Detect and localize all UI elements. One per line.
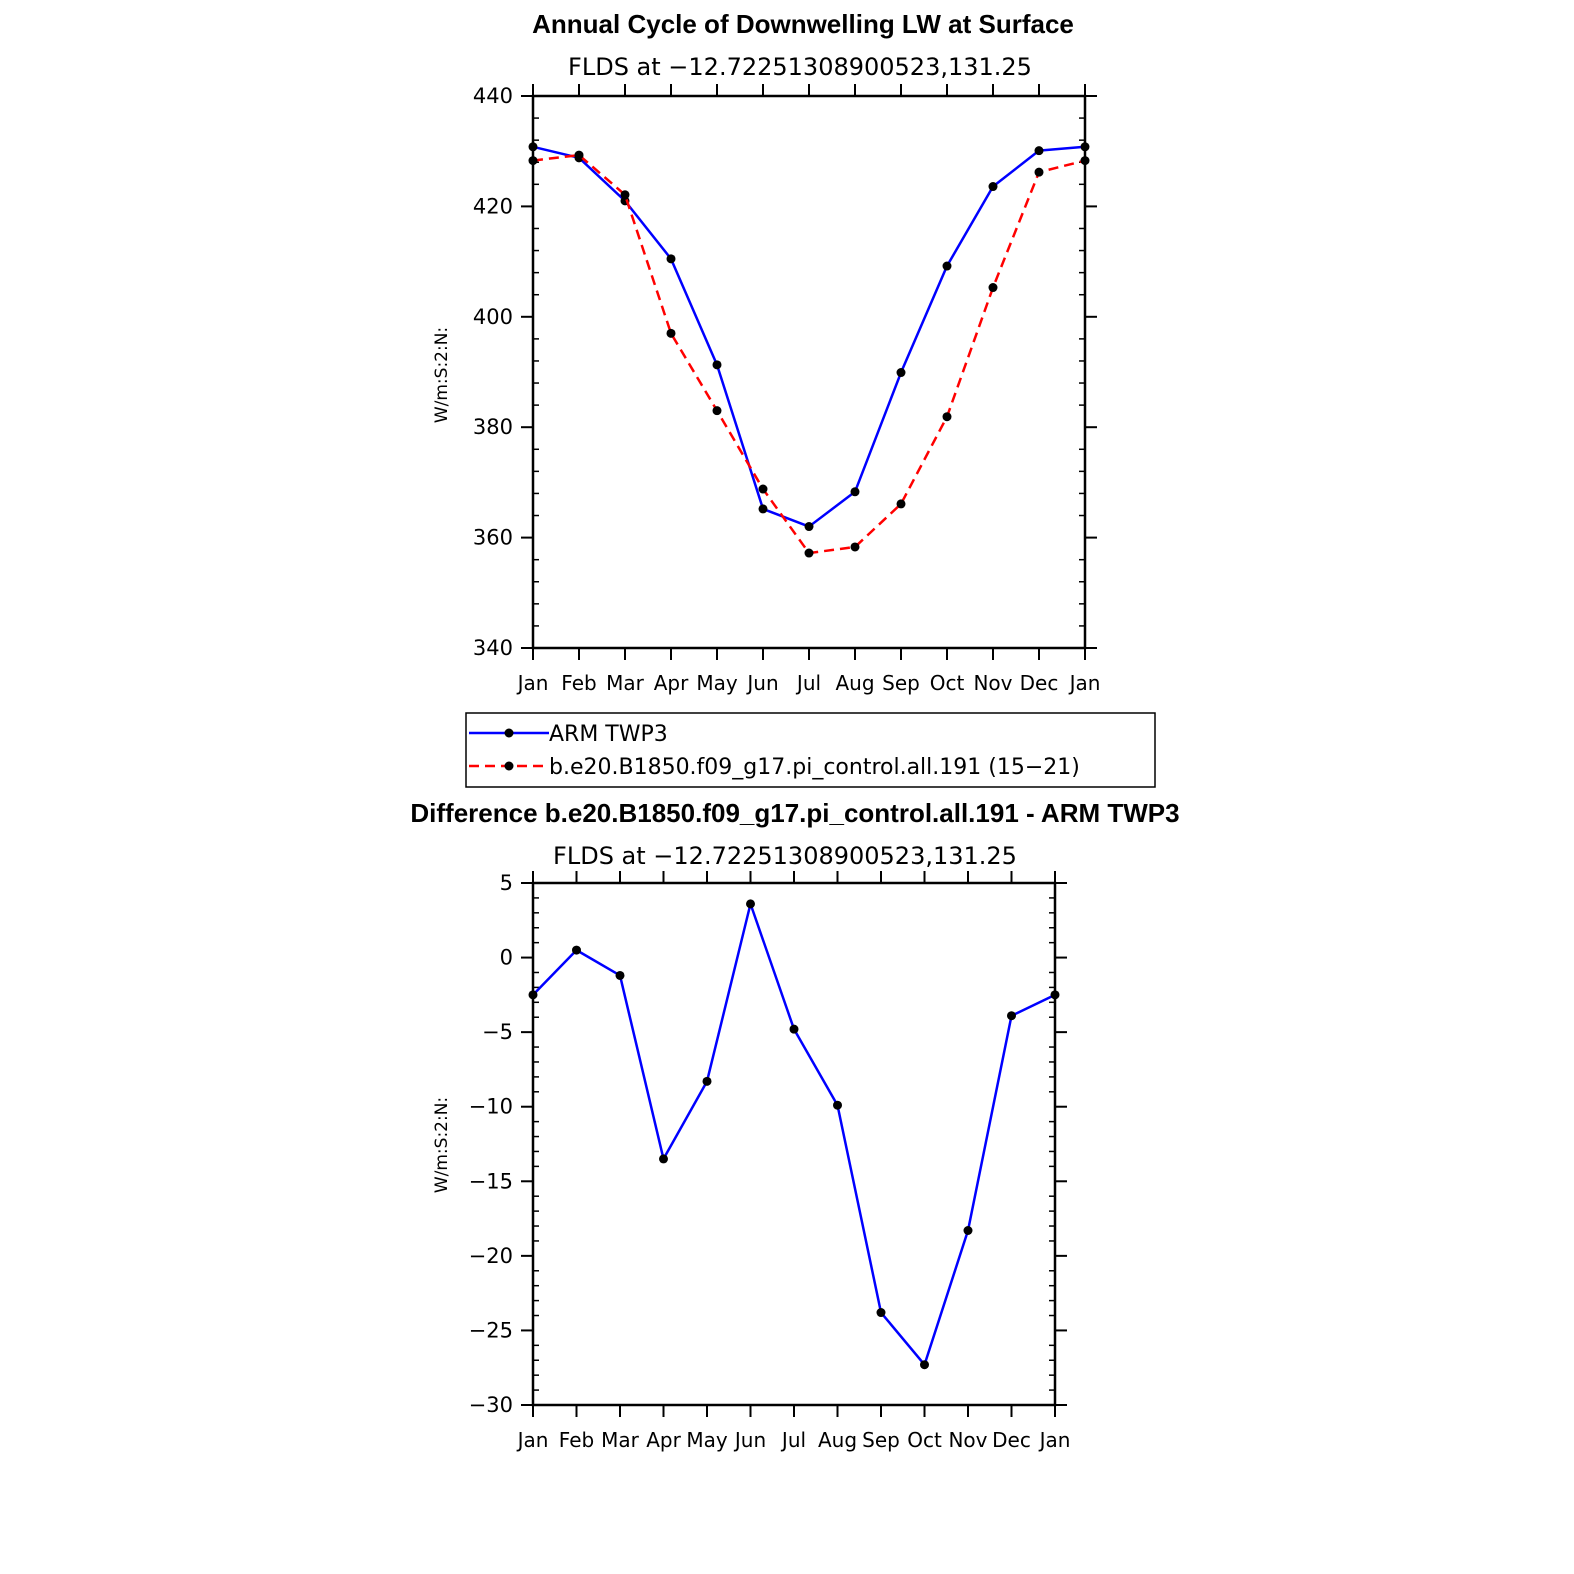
y-tick-label: −25 <box>468 1318 513 1343</box>
data-point <box>964 1226 973 1235</box>
chart-subtitle: FLDS at −12.72251308900523,131.25 <box>568 53 1032 81</box>
data-point <box>1051 990 1060 999</box>
y-tick-label: −20 <box>468 1243 513 1268</box>
x-tick-label: Jun <box>734 1428 767 1452</box>
x-tick-label: Dec <box>992 1428 1031 1452</box>
y-axis-label: W/m:S:2:N: <box>432 326 452 424</box>
y-tick-label: 340 <box>472 636 513 660</box>
y-tick-label: −15 <box>468 1169 513 1194</box>
x-tick-label: Jan <box>517 671 549 695</box>
y-tick-label: −5 <box>482 1020 513 1045</box>
series-line-2 <box>533 155 1085 553</box>
data-point <box>759 485 768 494</box>
x-tick-label: Apr <box>653 671 689 695</box>
y-tick-label: 380 <box>472 415 513 440</box>
y-tick-label: 360 <box>472 525 513 550</box>
plot-frame <box>533 883 1055 1405</box>
data-point <box>877 1308 886 1317</box>
y-tick-label: −10 <box>468 1094 513 1119</box>
x-tick-label: Feb <box>558 1428 595 1452</box>
data-point <box>703 1077 712 1086</box>
data-point <box>575 151 584 160</box>
data-point <box>759 504 768 513</box>
x-tick-label: May <box>686 1428 728 1452</box>
difference-chart-title: Difference b.e20.B1850.f09_g17.pi_control.all.191 - ARM TWP3 <box>410 798 1180 828</box>
data-point <box>1035 146 1044 155</box>
legend <box>466 713 1155 787</box>
data-point <box>943 262 952 271</box>
legend-marker-series-1 <box>505 729 514 738</box>
data-point <box>989 182 998 191</box>
data-point <box>746 899 755 908</box>
x-tick-label: Apr <box>646 1428 681 1452</box>
data-point <box>1035 168 1044 177</box>
data-point <box>805 522 814 531</box>
data-point <box>659 1154 668 1163</box>
x-tick-label: Aug <box>817 1428 858 1452</box>
x-tick-label: Jul <box>781 1428 807 1452</box>
data-point <box>667 329 676 338</box>
x-tick-label: May <box>696 671 738 695</box>
data-point <box>943 412 952 421</box>
data-point <box>920 1360 929 1369</box>
legend-entry-series-1: ARM TWP3 <box>549 722 668 747</box>
data-point <box>897 368 906 377</box>
data-point <box>616 971 625 980</box>
data-point <box>851 542 860 551</box>
data-point <box>805 549 814 558</box>
x-tick-label: Jan <box>1039 1428 1071 1452</box>
y-tick-label: −30 <box>468 1393 513 1417</box>
y-tick-label: 400 <box>472 304 513 329</box>
data-point <box>529 156 538 165</box>
x-tick-label: Nov <box>948 1428 988 1452</box>
data-point <box>833 1101 842 1110</box>
data-point <box>851 487 860 496</box>
data-point <box>713 360 722 369</box>
data-point <box>529 990 538 999</box>
x-tick-label: Mar <box>601 1428 639 1452</box>
data-point <box>713 406 722 415</box>
x-tick-label: Jun <box>747 671 779 695</box>
x-tick-label: Nov <box>973 671 1013 695</box>
x-tick-label: Jul <box>796 671 822 695</box>
y-tick-label: 440 <box>472 84 513 108</box>
data-point <box>1007 1011 1016 1020</box>
x-tick-label: Aug <box>835 671 875 695</box>
legend-entry-series-2: b.e20.B1850.f09_g17.pi_control.all.191 (15−21) <box>549 755 1080 780</box>
x-tick-label: Sep <box>862 1428 900 1452</box>
chart-title: Annual Cycle of Downwelling LW at Surface <box>532 9 1074 39</box>
y-tick-label: 0 <box>499 945 513 970</box>
data-point <box>529 142 538 151</box>
difference-panel <box>410 798 1179 1452</box>
x-tick-label: Oct <box>929 671 965 695</box>
x-tick-label: Feb <box>561 671 597 695</box>
data-point <box>1081 142 1090 151</box>
data-point <box>1081 156 1090 165</box>
data-point <box>572 946 581 955</box>
x-tick-label: Dec <box>1019 671 1059 695</box>
series-line-1 <box>533 904 1055 1365</box>
data-point <box>667 254 676 263</box>
annual-cycle-panel <box>432 9 1100 695</box>
x-tick-label: Sep <box>882 671 920 695</box>
data-point <box>989 283 998 292</box>
x-tick-label: Jan <box>1069 671 1101 695</box>
legend-marker-series-2 <box>505 762 514 771</box>
x-tick-label: Oct <box>907 1428 942 1452</box>
difference-y-axis-label: W/m:S:2:N: <box>432 1096 452 1194</box>
x-tick-label: Mar <box>606 671 644 695</box>
y-tick-label: 5 <box>499 871 513 895</box>
data-point <box>621 190 630 199</box>
x-tick-label: Jan <box>517 1428 549 1452</box>
data-point <box>897 499 906 508</box>
data-point <box>790 1025 799 1034</box>
series-line-1 <box>533 147 1085 527</box>
y-tick-label: 420 <box>472 194 513 219</box>
difference-chart-subtitle: FLDS at −12.72251308900523,131.25 <box>553 842 1017 870</box>
